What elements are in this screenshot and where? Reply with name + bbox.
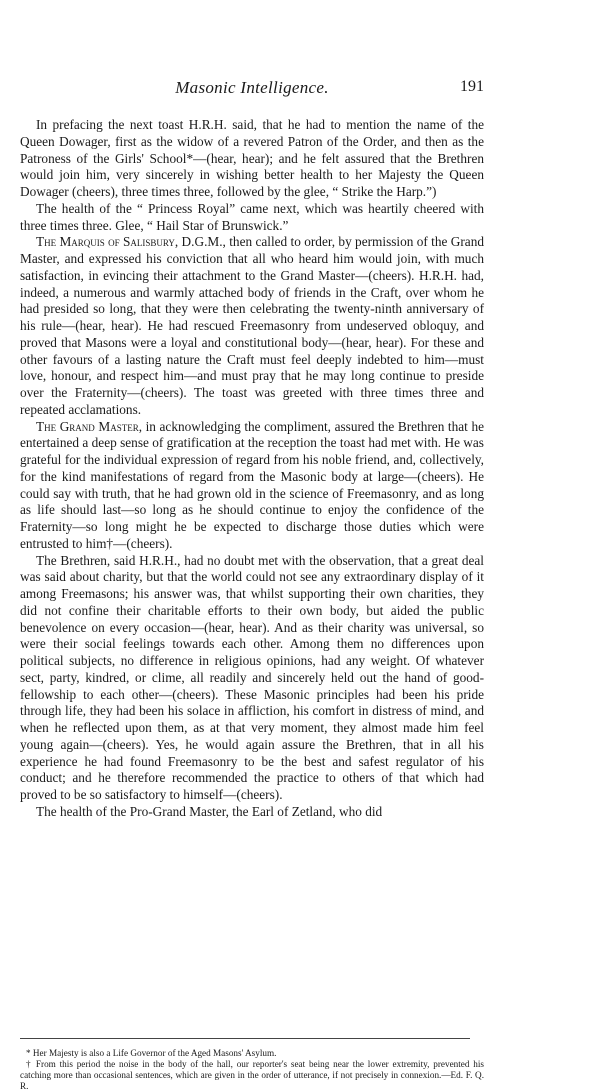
page-number: 191 bbox=[460, 78, 484, 95]
speaker-name: The Grand Master, bbox=[36, 418, 143, 434]
paragraph-queen-dowager bbox=[20, 117, 484, 201]
footnote-asterisk: * Her Majesty is also a Life Governor of the Aged Masons' Asylum. bbox=[26, 1048, 277, 1058]
paragraph-text: The Brethren, said H.R.H., had no doubt met with the observation, that a great deal was said about charity, but that the world could not see any extraordinary display of it among Freemasons; his answer was, that whilst supporting their own charities, they did not confine their charitable efforts to their own body, but aided the public benevolence on every occasion—(hear, hear). And as their charity was universal, so were their social feelings towards each other. Among them no differences upon political subjects, no difference in religious opinions, had any weight. Of whatever sect, party, kindred, or clime, all readily and sincerely held out the hand of good-fellowship to each other—(cheers). These Masonic principles had been his pride through life, they had been his solace in affliction, his comfort in distress of mind, and when he reflected upon them, as at that very moment, they almost made him feel young again—(cheers). Yes, he would again assure the Brethren, that in all his experience he had found Freemasonry to be the best and safest regulator of his conduct; and he therefore recommended the practice to others of that which had proved to be so satisfactory to himself—(cheers). bbox=[20, 552, 484, 802]
speaker-name: The Marquis of Salisbury, bbox=[36, 234, 179, 250]
footnote-dagger: † From this period the noise in the body of the hall, our reporter's seat being near the lower extremity, prevented his catching more than occasional sentences, which are given in the order of utterance, if not precisely in connexion.—Ed. F. Q. R. bbox=[20, 1059, 484, 1091]
footnote-divider bbox=[20, 1038, 470, 1039]
paragraph-charity bbox=[20, 553, 484, 804]
paragraph-text: D.G.M., then called to order, by permission of the Grand Master, and expressed his conviction that all who heard him would join, with much satisfaction, in evincing their attachment to the Grand Master—(cheers). H.R.H. had, indeed, a numerous and warmly attached body of friends in the Craft, over whom he had presided so long, that they were then celebrating the twenty-ninth anniversary of his rule—(hear, hear). He had rescued Freemasonry from undeserved obloquy, and proved that Masons were a loyal and constitutional body—(hear, hear). For these and other favours of a lasting nature the Craft must feel deeply indebted to him—must love, honour, and respect him—and must pray that he may long continue to preside over the Fraternity—(cheers). The toast was greeted with three times three and repeated acclamations. bbox=[20, 234, 484, 417]
paragraph-text: In prefacing the next toast H.R.H. said, that he had to mention the name of the Queen Dowager, first as the widow of a revered Patron of the Order, and then as the Patroness of the Girls' School*—(hear, hear); and he felt assured that the Brethren would join him, very sincerely in wishing better health to her Majesty the Queen Dowager (cheers), three times three, followed by the glee, “ Strike the Harp.”) bbox=[20, 117, 484, 199]
page-header bbox=[20, 78, 484, 102]
paragraph-text: in acknowledging the compliment, assured the Brethren that he entertained a deep sense of gratification at the reception the toast had met with. He was grateful for the individual expression of regard from his noble friend, and, collectively, for the kind manifestations of regard from the Masonic body at large—(cheers). He could say with truth, that he had grown old in the science of Freemasonry, and as long as life should last—so long as he should continue to enjoy the confidence of the Fraternity—so long might he be expected to discharge those duties which were entrusted to him†—(cheers). bbox=[20, 418, 484, 551]
paragraph-princess-royal bbox=[20, 201, 484, 235]
article-body bbox=[20, 117, 484, 821]
paragraph-text: The health of the “ Princess Royal” came next, which was heartily cheered with three times three. Glee, “ Hail Star of Brunswick.” bbox=[20, 200, 484, 233]
paragraph-text: The health of the Pro-Grand Master, the Earl of Zetland, who did bbox=[36, 803, 383, 819]
footnotes bbox=[20, 1048, 484, 1092]
paragraph-marquis-salisbury bbox=[20, 234, 484, 418]
running-title: Masonic Intelligence. bbox=[175, 78, 329, 97]
paragraph-grand-master-reply bbox=[20, 419, 484, 553]
paragraph-pro-grand-master bbox=[20, 804, 484, 821]
